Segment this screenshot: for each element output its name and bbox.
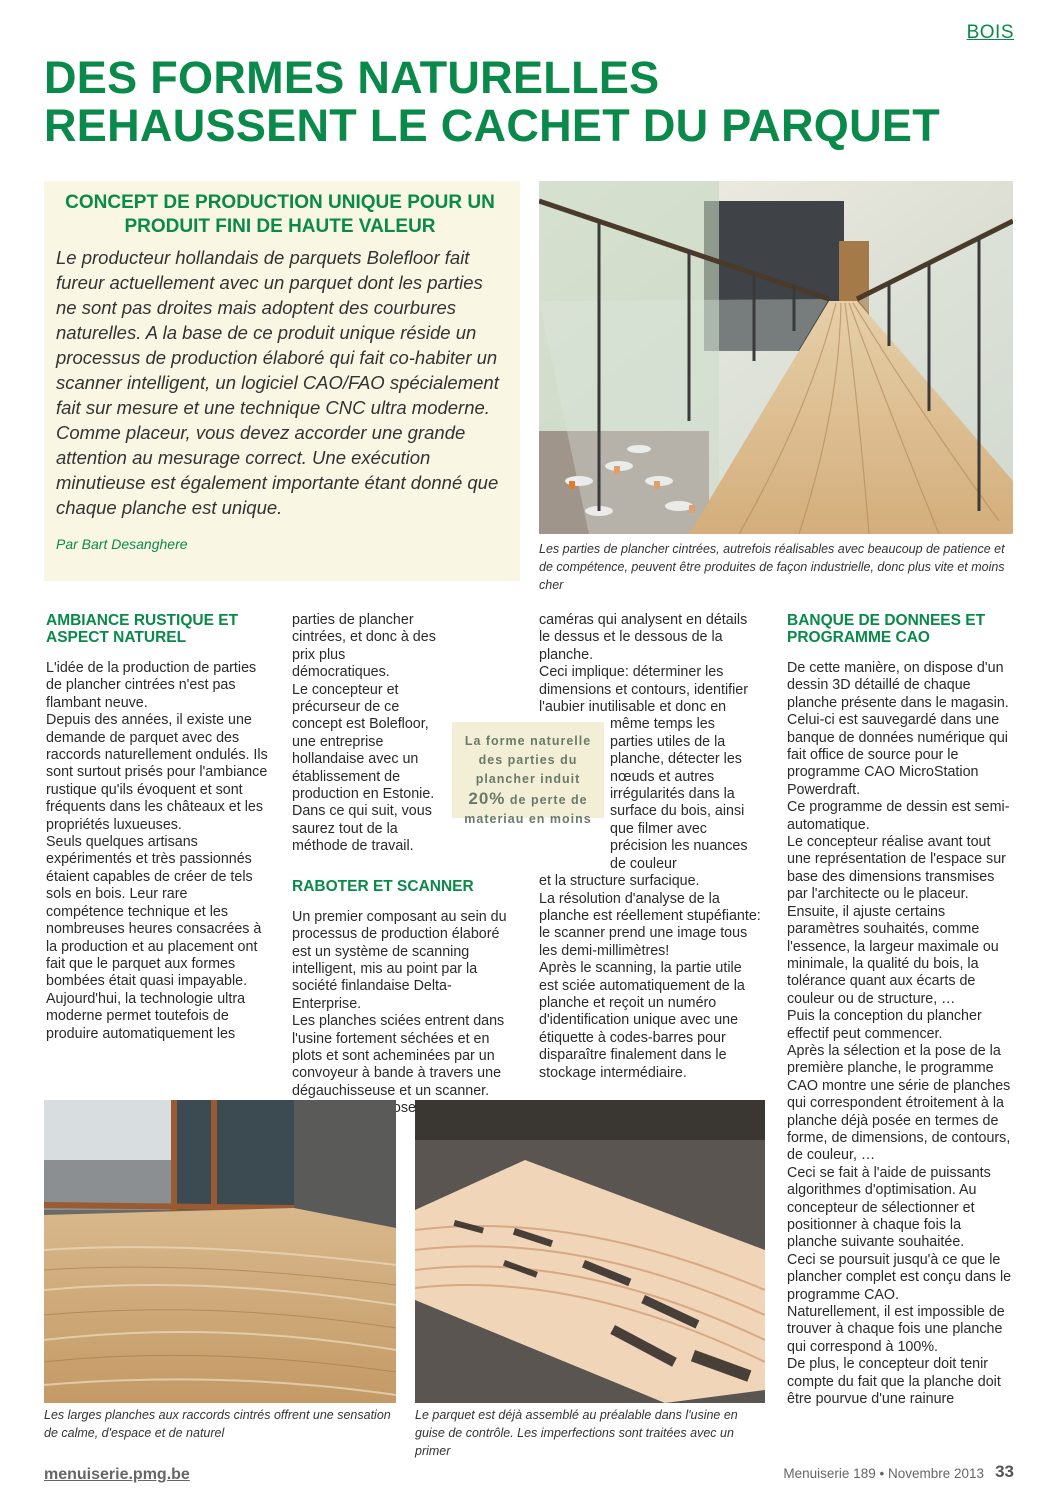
photo-factory-image [415,1100,765,1403]
col2-text-b: Un premier composant au sein du processus de production élaboré est un système de scanning intelligent, mis au point par la société finlandaise Delta-Enterprise. Les planches sciées entrent dans l'usine fortement séchées et en plots et sont acheminées par un convoyeur à bande à travers une dégauchisseuse et un scanner. [292,908,507,1099]
photo-room-image [44,1100,396,1403]
pull-quote-figure: 20% [468,789,506,808]
footer-issue: Menuiserie 189 • Novembre 2013 [783,1466,984,1481]
intro-box [44,181,520,581]
photo-walkway-image [539,181,1013,534]
headline [44,54,1004,150]
photo-factory [415,1100,765,1403]
caption-factory: Le parquet est déjà assemblé au préalable dans l'usine en guise de contrôle. Les imperfections sont traitées avec un primer [415,1408,738,1458]
col3-text-b: et la structure surfacique. La résolution d'analyse de la planche est réellement stupéfiante: le scanner prend une image tous les demi-millimètres! Après le scanning, la partie utile est sciée automatiquement de la planche et reçoit un numéro d'identification unique avec une étiquette à codes-barres pour disparaître finalement dans le stockage intermédiaire. [539,873,761,1081]
headline-line-1: DES FORMES NATURELLES [44,52,660,103]
pull-quote-line-4: de perte de [509,793,588,807]
column-2 [292,612,516,1118]
pull-quote-line-5: materiau en moins [464,812,592,826]
col4-text: De cette manière, on dispose d'un dessin 3D détaillé de chaque planche présente dans le magasin. Celui-ci est sauvegardé dans une banque de données numérique qui fait office de source pour le programme CAO MicroStation Powerdraft. Ce programme de dessin est semi-automatique. Le concepteur réalise avant tout une représentation de l'espace sur base des dimensions transmises par l'architecte ou le placeur. Ensuite, il ajuste certains paramètres souhaités, comme l'essence, la largeur maximale ou minimale, la qualité du bois, la tolérance quant aux écarts de couleur ou de structure, … Puis la conception du plancher effectif peut commencer. Après la sélection et la pose de la première planche, le programme CAO montre une série de planches qui correspondent étroitement à la planche déjà posée en termes de forme, de dimensions, de contours, de couleur, … Ceci se fait à l'aide de puissants algorithmes d'optimisation. Au concepteur de sélectionner et positionner à chaque fois la planche suivante souhaitée. Ceci se poursuit jusqu'à ce que le plancher complet est conçu dans le programme CAO. Naturellement, il est impossible de trouver à chaque fois une planche qui correspond à 100%. De plus, le concepteur doit tenir compte du fait que la planche doit être pourvue d'une rainure [787,660,1012,1408]
pull-quote-line-3: plancher induit [475,772,581,786]
intro-text: Le producteur hollandais de parquets Bolefloor fait fureur actuellement avec un parquet dont les parties ne sont pas droites mais adoptent des courbures naturelles. A la base de ce produit unique réside un processus de production élaboré qui fait co-habiter un scanner intelligent, un logiciel CAO/FAO spécialement fait sur mesure et une technique CNC ultra moderne. Comme placeur, vous devez accorder une grande attention au mesurage correct. Une exécution minutieuse est également importante étant donné que chaque planche est unique. [56,247,499,518]
caption-room: Les larges planches aux raccords cintrés offrent une sensation de calme, d'espace et de naturel [44,1408,391,1440]
col4-heading: BANQUE DE DONNEES ET PROGRAMME CAO [787,612,986,646]
photo-walkway [539,181,1013,534]
column-1 [46,612,268,1043]
headline-line-2: REHAUSSENT LE CACHET DU PARQUET [44,100,941,151]
column-3 [539,612,761,1082]
col2-text-a: parties de plancher cintrées, et donc à des prix plus démocratiques. Le concepteur et précurseur de ce concept est Bolefloor, une entreprise hollandaise avec un établissement de production en Estonie. Dans ce qui suit, vous saurez tout de la méthode de travail. [292,612,436,855]
col3-text-a: caméras qui analysent en détails le dessus et le dessous de la planche. Ceci implique: déterminer les dimensions et contours, identifier l'aubier inutilisable et donc en [539,612,749,716]
intro-title: CONCEPT DE PRODUCTION UNIQUE POUR UN PRODUIT FINI DE HAUTE VALEUR [65,192,495,237]
caption-walkway: Les parties de plancher cintrées, autrefois réalisables avec beaucoup de patience et de compétence, peuvent être produites de façon industrielle, donc plus vite et moins cher [539,542,1005,592]
section-tag[interactable]: BOIS [966,22,1014,43]
pull-quote-line-2: des parties du [478,753,578,767]
page-number: 33 [995,1462,1014,1481]
col1-heading: AMBIANCE RUSTIQUE ET ASPECT NATUREL [46,612,239,646]
pull-quote-line-1: La forme naturelle [464,734,592,748]
photo-room [44,1100,396,1403]
col1-text: L'idée de la production de parties de plancher cintrées n'est pas flambant neuve. Depuis des années, il existe une demande de parquet avec des raccords naturellement ondulés. Ils sont surtout prisés pour l'ambiance rustique qu'ils évoquent et sont fréquents dans les châteaux et les propriétés luxueuses. Seuls quelques artisans expérimentés et très passionnés étaient capables de créer de tels sols en bois. Leur rare compétence technique et les nombreuses heures consacrées à la production et au placement ont fait que le parquet aux formes bombées était quasi impayable. Aujourd'hui, la technologie ultra moderne permet toutefois de produire automatiquement les [46,660,268,1042]
footer-website-link[interactable]: menuiserie.pmg.be [44,1466,190,1483]
column-4 [787,612,1013,1408]
col2-heading: RABOTER ET SCANNER [292,877,474,895]
intro-author: Par Bart Desanghere [56,536,188,552]
pull-quote [452,722,604,826]
col3-text-wrap: même temps les parties utiles de la planche, détecter les nœuds et autres irrégularités dans la surface du bois, ainsi que filmer avec précision les nuances de couleur [610,716,748,872]
